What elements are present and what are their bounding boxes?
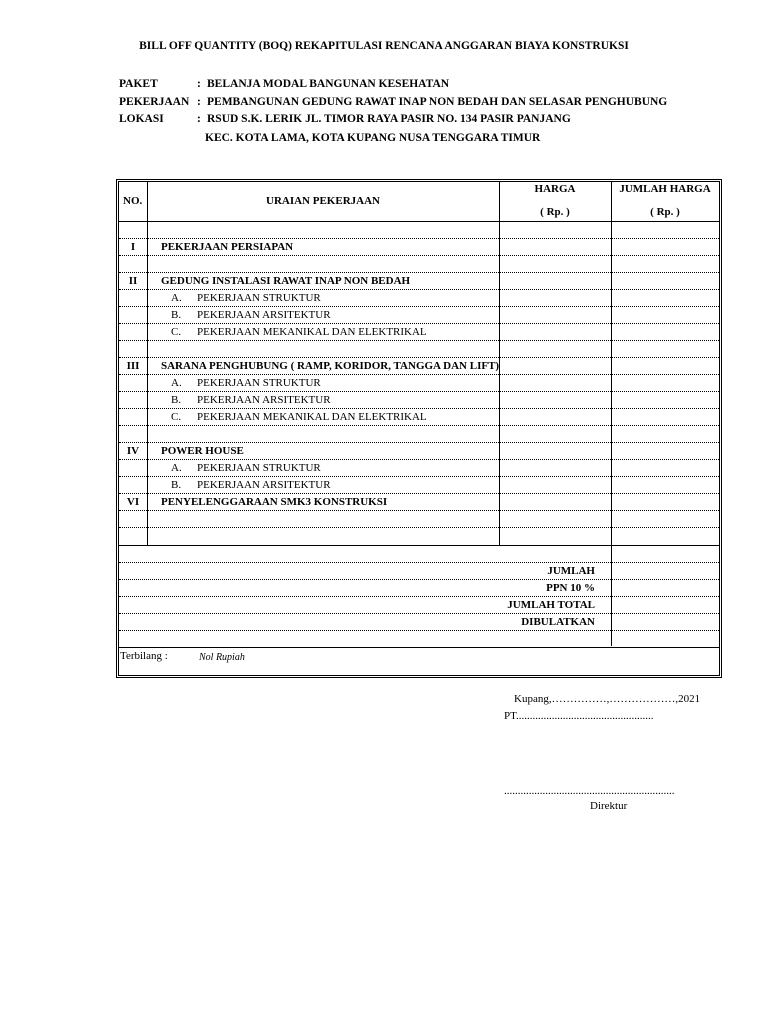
row-rule [119, 272, 719, 273]
pekerjaan-row [119, 96, 667, 108]
terbilang-value: Nol Rupiah [199, 652, 245, 663]
row-rule [119, 562, 719, 563]
row-rule [119, 459, 719, 460]
row-rule [119, 442, 719, 443]
item-letter: C. [171, 326, 182, 338]
row-rule [119, 289, 719, 290]
item-letter: A. [171, 377, 182, 389]
row-rule [119, 476, 719, 477]
col-divider-no [147, 182, 148, 545]
row-rule [119, 357, 719, 358]
section-title: PEKERJAAN PERSIAPAN [161, 241, 294, 253]
row-rule [119, 238, 719, 239]
header-jumlah-harga: JUMLAH HARGA [619, 183, 711, 195]
section-no: VI [126, 496, 140, 508]
row-rule [119, 596, 719, 597]
row-rule [119, 374, 719, 375]
header-no: NO. [123, 195, 143, 207]
document-title: BILL OFF QUANTITY (BOQ) REKAPITULASI RENCANA ANGGARAN BIAYA KONSTRUKSI [139, 40, 629, 52]
row-rule [119, 510, 719, 511]
row-rule [119, 323, 719, 324]
summary-dibulatkan: DIBULATKAN [521, 616, 595, 628]
row-rule [119, 527, 719, 528]
signature-company: PT.................................................. [504, 710, 654, 722]
item-text: PEKERJAAN ARSITEKTUR [197, 479, 331, 491]
terbilang-label: Terbilang : [120, 650, 168, 662]
section-title: PENYELENGGARAAN SMK3 KONSTRUKSI [161, 496, 388, 508]
header-harga-unit: ( Rp. ) [540, 206, 570, 218]
paket-label: PAKET [119, 78, 158, 90]
item-letter: A. [171, 462, 182, 474]
header-bottom-rule [119, 221, 719, 222]
summary-jumlah-total: JUMLAH TOTAL [507, 599, 595, 611]
section-no: III [126, 360, 140, 372]
lokasi-colon: : [197, 113, 201, 125]
paket-value: BELANJA MODAL BANGUNAN KESEHATAN [207, 78, 450, 90]
header-jumlah-unit: ( Rp. ) [650, 206, 680, 218]
header-harga: HARGA [534, 183, 576, 195]
paket-colon: : [197, 78, 201, 90]
signature-place-date: Kupang,……………,………………,2021 [514, 693, 701, 705]
section-title: SARANA PENGHUBUNG ( RAMP, KORIDOR, TANGGA DAN LIFT) [161, 360, 500, 372]
pekerjaan-value: PEMBANGUNAN GEDUNG RAWAT INAP NON BEDAH DAN SELASAR PENGHUBUNG [207, 96, 668, 108]
row-rule [119, 493, 719, 494]
summary-jumlah: JUMLAH [547, 565, 595, 577]
item-text: PEKERJAAN STRUKTUR [197, 462, 321, 474]
item-letter: B. [171, 309, 182, 321]
item-letter: B. [171, 394, 182, 406]
col-divider-uraian [499, 182, 500, 545]
row-rule [119, 630, 719, 631]
summary-bottom-rule [119, 647, 719, 648]
row-rule [119, 579, 719, 580]
header-uraian: URAIAN PEKERJAAN [266, 195, 380, 207]
item-text: PEKERJAAN MEKANIKAL DAN ELEKTRIKAL [197, 326, 427, 338]
row-rule [119, 613, 719, 614]
paket-row [119, 78, 449, 90]
row-rule [119, 255, 719, 256]
signature-line: .............................................................. [504, 785, 675, 797]
item-text: PEKERJAAN STRUKTUR [197, 377, 321, 389]
section-no: IV [126, 445, 140, 457]
item-letter: B. [171, 479, 182, 491]
section-title: GEDUNG INSTALASI RAWAT INAP NON BEDAH [161, 275, 411, 287]
row-rule [119, 425, 719, 426]
signature-role: Direktur [590, 800, 628, 812]
lokasi-label: LOKASI [119, 113, 164, 125]
section-no: I [130, 241, 136, 253]
lokasi-row [119, 113, 571, 125]
row-rule [119, 340, 719, 341]
item-letter: A. [171, 292, 182, 304]
item-text: PEKERJAAN MEKANIKAL DAN ELEKTRIKAL [197, 411, 427, 423]
row-rule [119, 391, 719, 392]
item-text: PEKERJAAN STRUKTUR [197, 292, 321, 304]
item-text: PEKERJAAN ARSITEKTUR [197, 394, 331, 406]
lokasi-value: RSUD S.K. LERIK JL. TIMOR RAYA PASIR NO. 134 PASIR PANJANG [207, 113, 571, 125]
row-rule [119, 306, 719, 307]
items-bottom-rule [119, 545, 719, 546]
col-divider-harga [611, 182, 612, 646]
item-text: PEKERJAAN ARSITEKTUR [197, 309, 331, 321]
item-letter: C. [171, 411, 182, 423]
lokasi-value-line2: KEC. KOTA LAMA, KOTA KUPANG NUSA TENGGARA TIMUR [205, 132, 541, 144]
pekerjaan-label: PEKERJAAN [119, 96, 190, 108]
pekerjaan-colon: : [197, 96, 201, 108]
boq-table [116, 179, 722, 678]
section-no: II [128, 275, 138, 287]
section-title: POWER HOUSE [161, 445, 244, 457]
summary-ppn: PPN 10 % [546, 582, 595, 594]
row-rule [119, 408, 719, 409]
